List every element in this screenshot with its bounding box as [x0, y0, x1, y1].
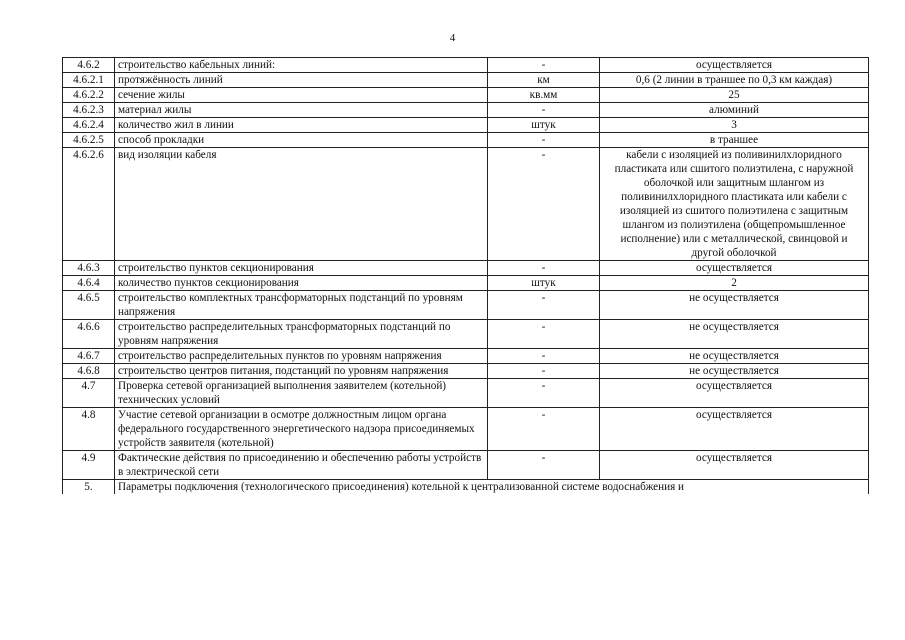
row-unit: -	[488, 58, 600, 73]
row-unit: -	[488, 148, 600, 261]
row-value: алюминий	[600, 103, 869, 118]
row-name: строительство комплектных трансформаторных подстанций по уровням напряжения	[115, 291, 488, 320]
row-number: 4.8	[63, 408, 115, 451]
row-value: не осуществляется	[600, 291, 869, 320]
table-row	[63, 379, 869, 408]
table-row	[63, 88, 869, 103]
table-row	[63, 58, 869, 73]
row-unit: -	[488, 364, 600, 379]
row-name: Участие сетевой организации в осмотре должностным лицом органа федерального государственного энергетического надзора присоединяемых устройств заявителя (котельной)	[115, 408, 488, 451]
row-number: 4.6.3	[63, 261, 115, 276]
row-value: 3	[600, 118, 869, 133]
row-unit: -	[488, 408, 600, 451]
row-name: Проверка сетевой организацией выполнения заявителем (котельной) технических условий	[115, 379, 488, 408]
row-number: 4.6.7	[63, 349, 115, 364]
row-name: протяжённость линий	[115, 73, 488, 88]
row-value: осуществляется	[600, 261, 869, 276]
row-unit: км	[488, 73, 600, 88]
row-unit: -	[488, 451, 600, 480]
row-unit: штук	[488, 118, 600, 133]
row-value: 25	[600, 88, 869, 103]
row-name: строительство пунктов секционирования	[115, 261, 488, 276]
row-value: в траншее	[600, 133, 869, 148]
row-value: не осуществляется	[600, 349, 869, 364]
row-value: осуществляется	[600, 379, 869, 408]
table-row	[63, 133, 869, 148]
row-name: сечение жилы	[115, 88, 488, 103]
row-value: 2	[600, 276, 869, 291]
table-row	[63, 261, 869, 276]
row-name: Фактические действия по присоединению и обеспечению работы устройств в электрической сети	[115, 451, 488, 480]
row-name: строительство кабельных линий:	[115, 58, 488, 73]
row-number: 4.6.6	[63, 320, 115, 349]
row-value: не осуществляется	[600, 364, 869, 379]
row-unit: -	[488, 291, 600, 320]
row-unit: -	[488, 349, 600, 364]
row-number: 4.7	[63, 379, 115, 408]
table-row	[63, 349, 869, 364]
row-number: 4.6.2.2	[63, 88, 115, 103]
row-value: осуществляется	[600, 451, 869, 480]
table-row	[63, 320, 869, 349]
row-name: материал жилы	[115, 103, 488, 118]
row-unit: кв.мм	[488, 88, 600, 103]
row-number: 4.6.8	[63, 364, 115, 379]
row-name: строительство распределительных пунктов по уровням напряжения	[115, 349, 488, 364]
table-row	[63, 408, 869, 451]
table-row	[63, 103, 869, 118]
row-name: строительство распределительных трансформаторных подстанций по уровням напряжения	[115, 320, 488, 349]
row-number: 4.6.2.3	[63, 103, 115, 118]
row-value: 0,6 (2 линии в траншее по 0,3 км каждая)	[600, 73, 869, 88]
spec-table	[62, 57, 869, 494]
row-unit: -	[488, 103, 600, 118]
row-number: 4.6.2.4	[63, 118, 115, 133]
row-number: 4.6.2.5	[63, 133, 115, 148]
row-value: не осуществляется	[600, 320, 869, 349]
row-value: осуществляется	[600, 58, 869, 73]
table-row	[63, 451, 869, 480]
row-name: строительство центров питания, подстанций по уровням напряжения	[115, 364, 488, 379]
row-number: 4.6.2	[63, 58, 115, 73]
row-value: осуществляется	[600, 408, 869, 451]
row-unit: -	[488, 379, 600, 408]
row-number: 4.9	[63, 451, 115, 480]
table-row	[63, 291, 869, 320]
table-row	[63, 73, 869, 88]
row-unit: -	[488, 261, 600, 276]
row-unit: -	[488, 320, 600, 349]
row-number: 4.6.5	[63, 291, 115, 320]
row-name: количество жил в линии	[115, 118, 488, 133]
table-row	[63, 148, 869, 261]
row-number: 4.6.4	[63, 276, 115, 291]
row-name: количество пунктов секционирования	[115, 276, 488, 291]
row-unit: -	[488, 133, 600, 148]
page-number: 4	[449, 32, 456, 44]
row-unit: штук	[488, 276, 600, 291]
section-row	[63, 480, 869, 495]
row-name: вид изоляции кабеля	[115, 148, 488, 261]
section-number: 5.	[63, 480, 115, 495]
row-number: 4.6.2.6	[63, 148, 115, 261]
row-name: способ прокладки	[115, 133, 488, 148]
table-row	[63, 276, 869, 291]
row-value: кабели с изоляцией из поливинилхлоридного пластиката или сшитого полиэтилена, с наружной оболочкой или защитным шлангом из поливинилхлоридного пластиката или кабели с изоляцией из сшитого полиэтилена с защитным шлангом из полиэтилена (общепромышленное исполнение) или с металлической, свинцовой и другой оболочкой	[600, 148, 869, 261]
table-row	[63, 118, 869, 133]
section-title: Параметры подключения (технологического присоединения) котельной к централизованной системе водоснабжения и	[115, 480, 869, 495]
table-row	[63, 364, 869, 379]
row-number: 4.6.2.1	[63, 73, 115, 88]
